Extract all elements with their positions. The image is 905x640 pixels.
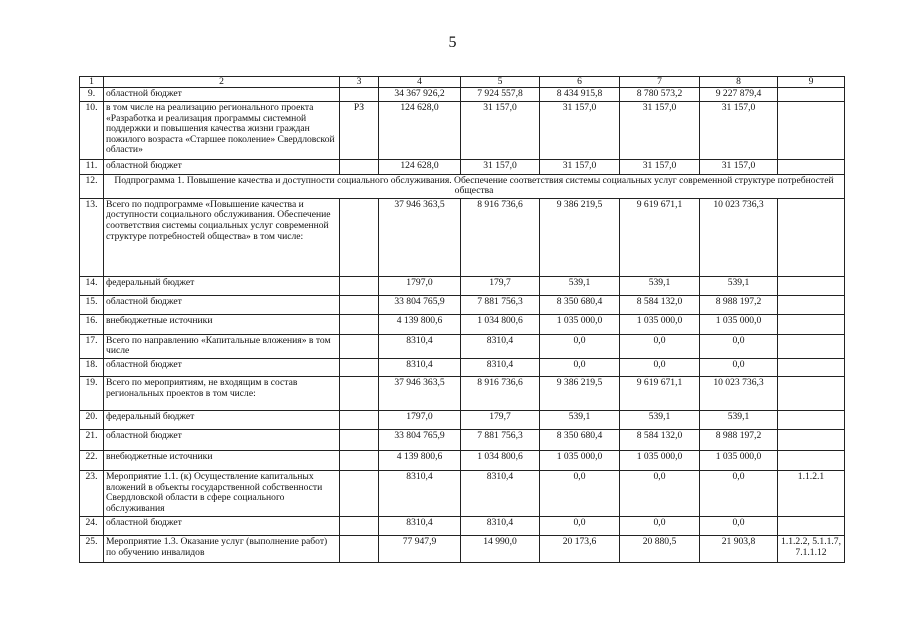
- row-value: 8 988 197,2: [700, 430, 778, 451]
- row-value: 8 350 680,4: [540, 295, 620, 314]
- row-code: [340, 377, 379, 411]
- table-row: [80, 359, 845, 377]
- row-value: 0,0: [700, 334, 778, 358]
- row-value: 1 035 000,0: [700, 314, 778, 334]
- row-code: [340, 295, 379, 314]
- row-name: Всего по направлению «Капитальные вложения» в том числе: [104, 334, 340, 358]
- row-number: 17.: [80, 334, 104, 358]
- row-value: 10 023 736,3: [700, 198, 778, 276]
- row-reference: 1.1.2.1: [778, 471, 845, 517]
- row-value: 8310,4: [461, 471, 540, 517]
- row-value: 0,0: [700, 517, 778, 536]
- row-number: 23.: [80, 471, 104, 517]
- row-name: внебюджетные источники: [104, 314, 340, 334]
- row-value: 1 035 000,0: [540, 451, 620, 471]
- row-value: 8310,4: [461, 517, 540, 536]
- row-value: 8 988 197,2: [700, 295, 778, 314]
- row-value: 8310,4: [379, 334, 461, 358]
- row-value: 8 780 573,2: [620, 88, 700, 102]
- row-reference: [778, 88, 845, 102]
- row-value: 8 350 680,4: [540, 430, 620, 451]
- row-value: 7 881 756,3: [461, 295, 540, 314]
- row-value: 9 619 671,1: [620, 377, 700, 411]
- row-name: федеральный бюджет: [104, 276, 340, 295]
- column-number: 4: [379, 77, 461, 88]
- row-value: 9 619 671,1: [620, 198, 700, 276]
- row-code: [340, 314, 379, 334]
- row-reference: [778, 451, 845, 471]
- row-name: областной бюджет: [104, 295, 340, 314]
- row-value: 539,1: [700, 276, 778, 295]
- row-value: 1 035 000,0: [540, 314, 620, 334]
- row-value: 9 227 879,4: [700, 88, 778, 102]
- row-name: федеральный бюджет: [104, 411, 340, 430]
- row-number: 13.: [80, 198, 104, 276]
- table-row: [80, 175, 845, 199]
- row-value: 8310,4: [461, 334, 540, 358]
- subprogram-title: Подпрограмма 1. Повышение качества и доступности социального обслуживания. Обеспечение соответствия системы социальных услуг современной структуре потребностей общества: [104, 175, 845, 199]
- row-value: 8 916 736,6: [461, 198, 540, 276]
- row-code: [340, 536, 379, 563]
- row-value: 8310,4: [379, 359, 461, 377]
- row-name: Всего по мероприятиям, не входящим в состав региональных проектов в том числе:: [104, 377, 340, 411]
- row-value: 31 157,0: [700, 102, 778, 160]
- row-value: 4 139 800,6: [379, 451, 461, 471]
- row-value: 10 023 736,3: [700, 377, 778, 411]
- row-value: 0,0: [620, 517, 700, 536]
- row-value: 20 880,5: [620, 536, 700, 563]
- table-row: [80, 411, 845, 430]
- row-value: 33 804 765,9: [379, 295, 461, 314]
- column-number: 6: [540, 77, 620, 88]
- table-row: [80, 451, 845, 471]
- row-number: 25.: [80, 536, 104, 563]
- table-row: [80, 377, 845, 411]
- row-value: 0,0: [540, 471, 620, 517]
- row-number: 18.: [80, 359, 104, 377]
- row-value: 0,0: [620, 334, 700, 358]
- column-number: 9: [778, 77, 845, 88]
- row-code: [340, 430, 379, 451]
- table-row: [80, 334, 845, 358]
- row-value: 8310,4: [379, 471, 461, 517]
- row-value: 9 386 219,5: [540, 198, 620, 276]
- row-name: в том числе на реализацию регионального проекта «Разработка и реализация программы системной поддержки и повышения качества жизни граждан пожилого возраста «Старшее поколение» Свердловской области»: [104, 102, 340, 160]
- row-value: 539,1: [540, 276, 620, 295]
- row-value: 0,0: [540, 359, 620, 377]
- row-value: 7 881 756,3: [461, 430, 540, 451]
- row-value: 31 157,0: [620, 102, 700, 160]
- table-row: [80, 314, 845, 334]
- row-code: [340, 198, 379, 276]
- row-value: 8 584 132,0: [620, 430, 700, 451]
- table-row: [80, 430, 845, 451]
- row-value: 9 386 219,5: [540, 377, 620, 411]
- row-name: внебюджетные источники: [104, 451, 340, 471]
- column-number-row: [80, 77, 845, 88]
- row-reference: [778, 160, 845, 175]
- table-row: [80, 276, 845, 295]
- row-value: 539,1: [620, 411, 700, 430]
- row-value: 0,0: [620, 471, 700, 517]
- row-code: [340, 276, 379, 295]
- row-name: областной бюджет: [104, 160, 340, 175]
- row-value: 1 034 800,6: [461, 314, 540, 334]
- row-reference: 1.1.2.2, 5.1.1.7, 7.1.1.12: [778, 536, 845, 563]
- row-value: 31 157,0: [461, 102, 540, 160]
- row-number: 24.: [80, 517, 104, 536]
- column-number: 3: [340, 77, 379, 88]
- row-value: 0,0: [540, 334, 620, 358]
- row-number: 16.: [80, 314, 104, 334]
- row-reference: [778, 295, 845, 314]
- row-value: 31 157,0: [540, 160, 620, 175]
- table-row: [80, 295, 845, 314]
- row-name: областной бюджет: [104, 517, 340, 536]
- row-reference: [778, 377, 845, 411]
- row-value: 0,0: [540, 517, 620, 536]
- row-value: 1797,0: [379, 411, 461, 430]
- row-value: 0,0: [700, 359, 778, 377]
- row-name: областной бюджет: [104, 88, 340, 102]
- row-reference: [778, 334, 845, 358]
- row-value: 1 034 800,6: [461, 451, 540, 471]
- row-reference: [778, 276, 845, 295]
- column-number: 7: [620, 77, 700, 88]
- row-reference: [778, 517, 845, 536]
- row-number: 15.: [80, 295, 104, 314]
- row-code: [340, 88, 379, 102]
- row-number: 21.: [80, 430, 104, 451]
- row-value: 37 946 363,5: [379, 198, 461, 276]
- row-value: 1 035 000,0: [620, 451, 700, 471]
- row-value: 37 946 363,5: [379, 377, 461, 411]
- row-value: 539,1: [540, 411, 620, 430]
- row-value: 179,7: [461, 411, 540, 430]
- row-number: 19.: [80, 377, 104, 411]
- row-code: [340, 471, 379, 517]
- row-name: Всего по подпрограмме «Повышение качества и доступности социального обслуживания. Обеспечение соответствия системы социальных услуг современной структуре потребностей общества» в том числе:: [104, 198, 340, 276]
- row-value: 31 157,0: [620, 160, 700, 175]
- row-value: 7 924 557,8: [461, 88, 540, 102]
- row-value: 33 804 765,9: [379, 430, 461, 451]
- row-reference: [778, 314, 845, 334]
- row-value: 31 157,0: [540, 102, 620, 160]
- row-value: 124 628,0: [379, 160, 461, 175]
- row-value: 31 157,0: [461, 160, 540, 175]
- row-reference: [778, 411, 845, 430]
- row-value: 8310,4: [379, 517, 461, 536]
- row-value: 31 157,0: [700, 160, 778, 175]
- row-code: [340, 334, 379, 358]
- table-row: [80, 198, 845, 276]
- row-value: 1 035 000,0: [700, 451, 778, 471]
- row-reference: [778, 430, 845, 451]
- row-name: Мероприятие 1.1. (к) Осуществление капитальных вложений в объекты государственной собственности Свердловской области в сфере социального обслуживания: [104, 471, 340, 517]
- row-value: 539,1: [700, 411, 778, 430]
- row-name: областной бюджет: [104, 359, 340, 377]
- row-reference: [778, 198, 845, 276]
- row-name: областной бюджет: [104, 430, 340, 451]
- row-reference: [778, 102, 845, 160]
- row-value: 34 367 926,2: [379, 88, 461, 102]
- table-row: [80, 517, 845, 536]
- row-code: [340, 359, 379, 377]
- table-row: [80, 160, 845, 175]
- row-number: 10.: [80, 102, 104, 160]
- row-value: 124 628,0: [379, 102, 461, 160]
- row-value: 77 947,9: [379, 536, 461, 563]
- row-code: [340, 451, 379, 471]
- row-value: 8 584 132,0: [620, 295, 700, 314]
- row-code: [340, 160, 379, 175]
- row-value: 8 434 915,8: [540, 88, 620, 102]
- column-number: 8: [700, 77, 778, 88]
- row-number: 14.: [80, 276, 104, 295]
- row-value: 20 173,6: [540, 536, 620, 563]
- column-number: 2: [104, 77, 340, 88]
- row-code: РЗ: [340, 102, 379, 160]
- row-value: 8 916 736,6: [461, 377, 540, 411]
- row-reference: [778, 359, 845, 377]
- row-number: 9.: [80, 88, 104, 102]
- row-value: 14 990,0: [461, 536, 540, 563]
- table-row: [80, 536, 845, 563]
- row-value: 1797,0: [379, 276, 461, 295]
- row-number: 20.: [80, 411, 104, 430]
- table-row: [80, 88, 845, 102]
- column-number: 5: [461, 77, 540, 88]
- row-name: Мероприятие 1.3. Оказание услуг (выполнение работ) по обучению инвалидов: [104, 536, 340, 563]
- table-row: [80, 471, 845, 517]
- row-value: 21 903,8: [700, 536, 778, 563]
- row-code: [340, 411, 379, 430]
- row-value: 539,1: [620, 276, 700, 295]
- row-value: 1 035 000,0: [620, 314, 700, 334]
- row-value: 0,0: [700, 471, 778, 517]
- row-number: 12.: [80, 175, 104, 199]
- table-row: [80, 102, 845, 160]
- row-value: 0,0: [620, 359, 700, 377]
- row-value: 8310,4: [461, 359, 540, 377]
- row-code: [340, 517, 379, 536]
- budget-table: [79, 76, 845, 563]
- column-number: 1: [80, 77, 104, 88]
- page-number: 5: [448, 34, 457, 51]
- row-number: 22.: [80, 451, 104, 471]
- row-value: 4 139 800,6: [379, 314, 461, 334]
- row-value: 179,7: [461, 276, 540, 295]
- row-number: 11.: [80, 160, 104, 175]
